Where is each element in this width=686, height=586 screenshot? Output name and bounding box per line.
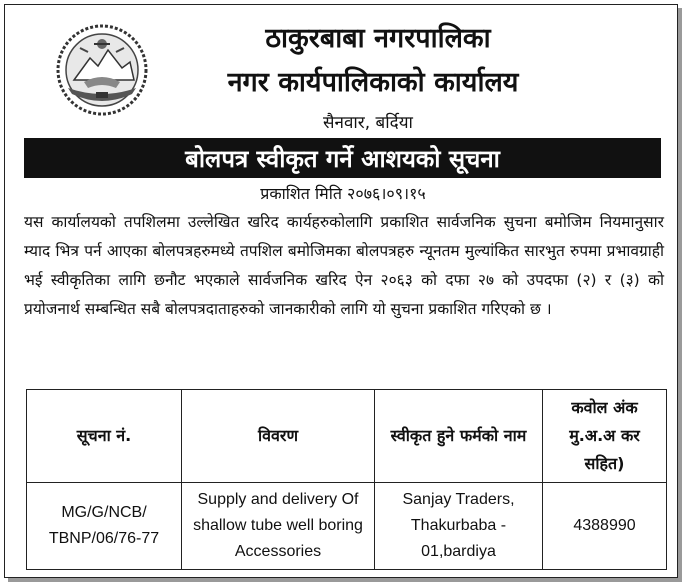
municipality-name: ठाकुरबाबा नगरपालिका: [265, 23, 491, 54]
office-address: सैनवार, बर्दिया: [323, 113, 413, 133]
col-header-description: विवरण: [182, 390, 375, 483]
tender-table: [26, 389, 667, 570]
office-name: नगर कार्यपालिकाको कार्यालय: [227, 67, 519, 98]
cell-bid-amount: 4388990: [543, 483, 667, 570]
cell-notice-no: MG/G/NCB/ TBNP/06/76-77: [27, 483, 182, 570]
table-row: [27, 483, 667, 570]
cell-description: Supply and delivery Of shallow tube well boring Accessories: [182, 483, 375, 570]
frame-shadow-bottom: [8, 578, 682, 582]
col-header-notice-no: सूचना नं.: [27, 390, 182, 483]
notice-body: यस कार्यालयको तपशिलमा उल्लेखित खरिद कार्यहरुकोलागि प्रकाशित सार्वजनिक सुचना बमोजिम नियमानुसार म्याद भित्र पर्न आएका बोलपत्रहरुमध्ये तपशिल बमोजिमका बोलपत्रहरु न्यूनतम मुल्यांकित सारभुत रुपमा प्रभावग्राही भई स्वीकृतिका लागि छनौट भएकाले सार्वजनिक खरिद ऐन २०६३ को दफा २७ को उपदफा (२) र (३) को प्रयोजनार्थ सम्बन्धित सबै बोलपत्रदाताहरुको जानकारीको लागि यो सुचना प्रकाशित गरिएको छ ।: [24, 213, 664, 318]
col-header-bid-amount: कवोल अंक मु.अ.अ कर सहित): [543, 390, 667, 483]
published-date: प्रकाशित मिति २०७६।०९।१५: [260, 184, 426, 203]
table-header-row: [27, 390, 667, 483]
cell-firm-name: Sanjay Traders, Thakurbaba - 01,bardiya: [375, 483, 543, 570]
col-header-firm-name: स्वीकृत हुने फर्मको नाम: [375, 390, 543, 483]
notice-title-banner: [24, 138, 661, 178]
notice-title: बोलपत्र स्वीकृत गर्ने आशयको सूचना: [185, 144, 500, 173]
